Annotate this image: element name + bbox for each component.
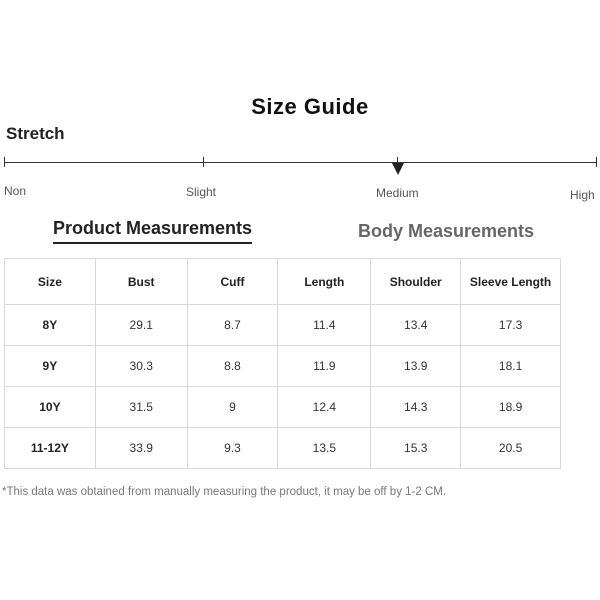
- cell-size: 8Y: [5, 305, 96, 346]
- cell-sleeve-length: 18.1: [461, 346, 561, 387]
- stretch-tick-high: [596, 157, 597, 167]
- header-length: Length: [278, 259, 371, 305]
- cell-bust: 33.9: [95, 428, 187, 469]
- header-bust: Bust: [95, 259, 187, 305]
- stretch-level-non: Non: [4, 184, 27, 198]
- tab-product-measurements[interactable]: Product Measurements: [53, 218, 252, 244]
- cell-length: 11.9: [278, 346, 371, 387]
- table-header-row: [5, 259, 561, 305]
- cell-length: 13.5: [278, 428, 371, 469]
- cell-size: 11-12Y: [5, 428, 96, 469]
- stretch-tick-slight: [203, 157, 204, 167]
- cell-size: 9Y: [5, 346, 96, 387]
- cell-sleeve-length: 17.3: [461, 305, 561, 346]
- cell-bust: 30.3: [95, 346, 187, 387]
- cell-shoulder: 14.3: [371, 387, 461, 428]
- cell-cuff: 8.7: [187, 305, 278, 346]
- stretch-tick-non: [4, 157, 5, 167]
- stretch-level-medium: Medium: [376, 186, 419, 200]
- table-row: [5, 305, 561, 346]
- header-size: Size: [5, 259, 96, 305]
- stretch-level-slight: Slight: [186, 185, 217, 199]
- cell-shoulder: 13.4: [371, 305, 461, 346]
- table-row: [5, 428, 561, 469]
- cell-sleeve-length: 18.9: [461, 387, 561, 428]
- size-table: [4, 258, 561, 469]
- cell-shoulder: 15.3: [371, 428, 461, 469]
- table-row: [5, 346, 561, 387]
- page-title: Size Guide: [251, 94, 369, 119]
- tab-body-measurements[interactable]: Body Measurements: [358, 221, 535, 241]
- cell-cuff: 8.8: [187, 346, 278, 387]
- cell-bust: 31.5: [95, 387, 187, 428]
- header-sleeve-length: Sleeve Length: [461, 259, 561, 305]
- stretch-level-high: High: [570, 188, 595, 202]
- cell-cuff: 9: [187, 387, 278, 428]
- cell-cuff: 9.3: [187, 428, 278, 469]
- header-shoulder: Shoulder: [371, 259, 461, 305]
- measurement-note: *This data was obtained from manually measuring the product, it may be off by 1-2 CM.: [2, 486, 447, 498]
- header-cuff: Cuff: [187, 259, 278, 305]
- stretch-label: Stretch: [6, 124, 65, 143]
- cell-bust: 29.1: [95, 305, 187, 346]
- table-row: [5, 387, 561, 428]
- cell-shoulder: 13.9: [371, 346, 461, 387]
- cell-length: 11.4: [278, 305, 371, 346]
- cell-sleeve-length: 20.5: [461, 428, 561, 469]
- cell-size: 10Y: [5, 387, 96, 428]
- cell-length: 12.4: [278, 387, 371, 428]
- stretch-scale-line: [4, 162, 597, 163]
- stretch-marker-icon: [392, 163, 404, 175]
